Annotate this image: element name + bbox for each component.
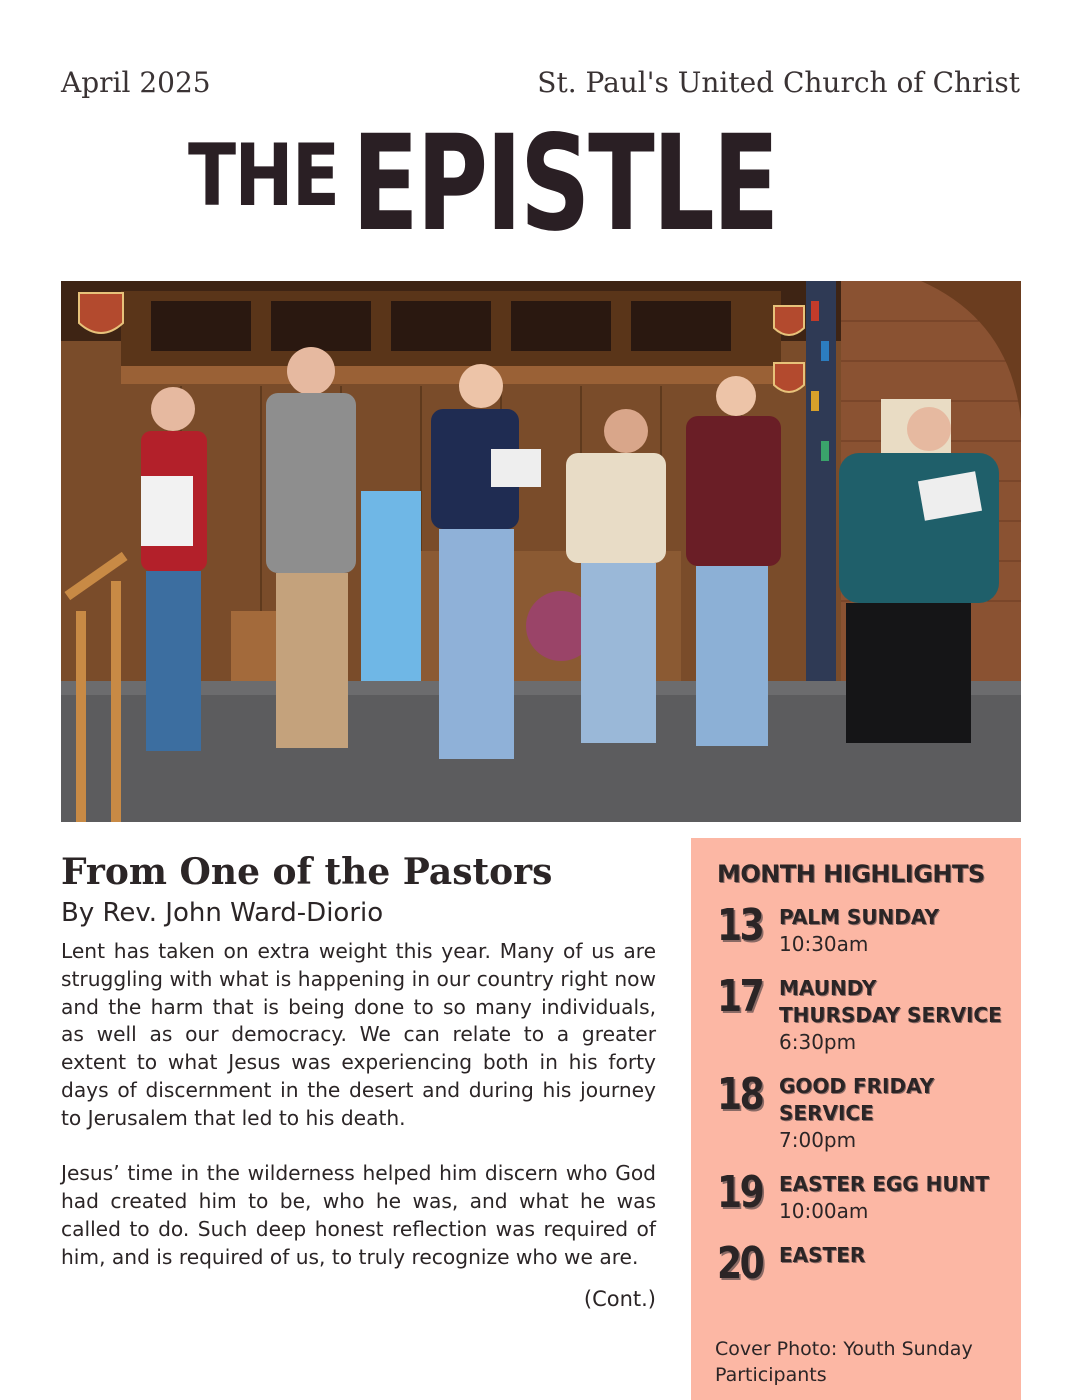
event-name: EASTER EGG HUNT (779, 1172, 990, 1196)
event-name: EASTER (779, 1243, 866, 1267)
event-time: 7:00pm (779, 1128, 857, 1152)
cover-photo-illustration (61, 281, 1021, 822)
event-info (779, 975, 1021, 1055)
event-item (717, 900, 1021, 957)
event-item (717, 1069, 1021, 1153)
event-time: 6:30pm (779, 1030, 857, 1054)
masthead (0, 107, 1082, 261)
event-name: GOOD FRIDAY SERVICE (779, 1074, 935, 1125)
event-item (717, 971, 1021, 1055)
event-day: 19 (717, 1167, 763, 1218)
cover-photo (61, 281, 1021, 822)
event-time: 10:30am (779, 932, 869, 956)
issue-date: April 2025 (61, 66, 211, 99)
event-day: 13 (717, 900, 763, 951)
event-day: 17 (717, 971, 763, 1022)
event-item (717, 1167, 1021, 1224)
church-name: St. Paul's United Church of Christ (537, 66, 1020, 99)
pastor-article (61, 850, 656, 1313)
article-paragraph: Jesus’ time in the wilderness helped him discern who God had created him to be, who he was, and what he was called to do. Such deep honest reflection was required of him, and is required of us, to truly recognize who we are. (61, 1161, 656, 1269)
article-title: From One of the Pastors (61, 851, 553, 893)
masthead-epistle: EPISTLE (352, 107, 778, 261)
masthead-the: THE (188, 126, 339, 226)
highlights-title: MONTH HIGHLIGHTS (717, 860, 985, 888)
article-byline: By Rev. John Ward-Diorio (61, 898, 384, 928)
event-time: 10:00am (779, 1199, 869, 1223)
event-info (779, 1242, 1021, 1286)
event-item (717, 1238, 1021, 1289)
event-name: PALM SUNDAY (779, 905, 939, 929)
continued-link: (Cont.) (583, 1287, 656, 1312)
photo-caption: Cover Photo: Youth Sunday Participants (715, 1338, 973, 1386)
event-info (779, 1171, 1021, 1224)
month-highlights-panel (691, 838, 1021, 1400)
event-day: 18 (717, 1069, 763, 1120)
event-info (779, 904, 1021, 957)
event-day: 20 (717, 1238, 763, 1289)
article-paragraph: Lent has taken on extra weight this year. Many of us are struggling with what is happening in our country right now and the harm that is being done to so many individuals, as well as our democracy. We can relate to a greater extent to what Jesus was experiencing both in his forty days of discernment in the desert and during his journey to Jerusalem that led to his death. (61, 939, 656, 1130)
event-name: MAUNDY THURSDAY SERVICE (779, 976, 1002, 1027)
event-info (779, 1073, 1021, 1153)
